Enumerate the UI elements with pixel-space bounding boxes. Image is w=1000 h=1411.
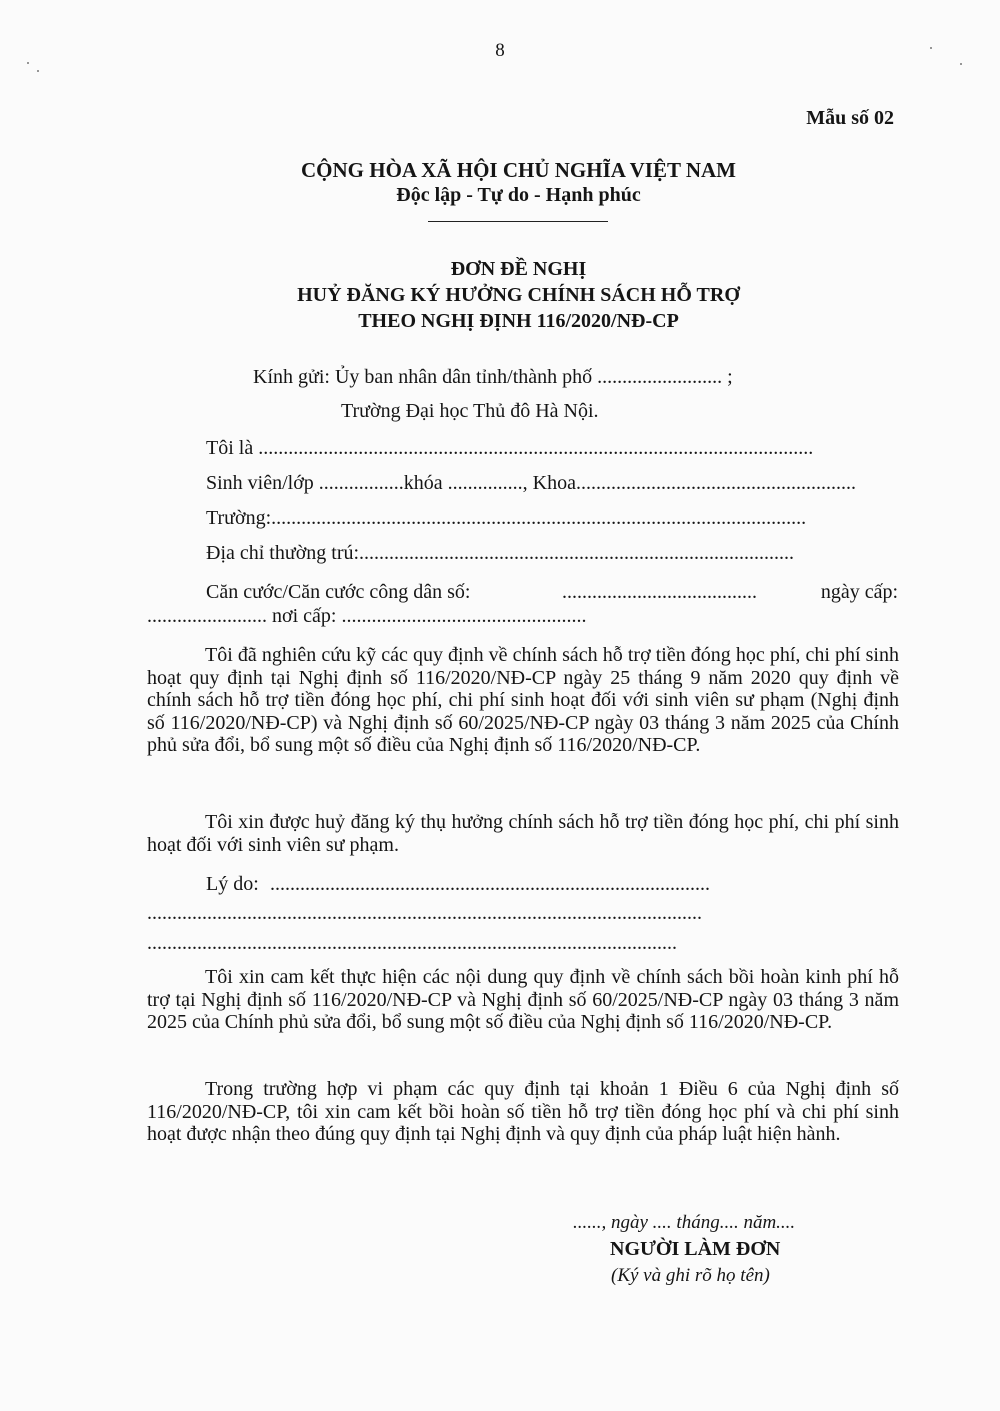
- signature-date-line: ......, ngày .... tháng.... năm....: [573, 1212, 796, 1233]
- header-divider: [428, 221, 608, 222]
- form-title-line3: THEO NGHỊ ĐỊNH 116/2020/NĐ-CP: [358, 310, 679, 332]
- reason-field-line2[interactable]: ...............................................................................................................: [147, 902, 702, 924]
- scan-speck: [37, 70, 39, 72]
- page-number: 8: [495, 40, 505, 61]
- id-number-label: Căn cước/Căn cước công dân số:: [206, 581, 471, 603]
- commitment-paragraph-1: Tôi đã nghiên cứu kỹ các quy định về chính sách hỗ trợ tiền đóng học phí, chi phí sinh hoạt quy định tại Nghị định số 116/2020/NĐ-CP ngày 25 tháng 9 năm 2020 quy định về chính sách hỗ trợ tiền đóng học phí, chi phí sinh hoạt đối với sinh viên sư phạm (Nghị định số 116/2020/NĐ-CP) và Nghị định số 60/2025/NĐ-CP ngày 03 tháng 3 năm 2025 của Chính phủ sửa đổi, bổ sung một số điều của Nghị định số 116/2020/NĐ-CP.: [147, 644, 899, 757]
- form-title-line1: ĐƠN ĐỀ NGHỊ: [450, 258, 587, 280]
- address-field[interactable]: Địa chỉ thường trú:.......................................................................................: [206, 542, 795, 564]
- id-number-field[interactable]: .......................................: [562, 581, 757, 603]
- form-title-line2: HUỶ ĐĂNG KÝ HƯỞNG CHÍNH SÁCH HỖ TRỢ: [297, 284, 740, 306]
- issue-date-label: ngày cấp:: [820, 581, 898, 603]
- reason-label: Lý do:: [206, 873, 259, 895]
- reason-field-line1[interactable]: ........................................................................................: [270, 873, 710, 895]
- student-class-field[interactable]: Sinh viên/lớp .................khóa ..............., Khoa........................................................: [206, 472, 856, 494]
- country-name: CỘNG HÒA XÃ HỘI CHỦ NGHĨA VIỆT NAM: [300, 158, 737, 182]
- scan-speck: [960, 63, 962, 65]
- signer-title: NGƯỜI LÀM ĐƠN: [610, 1238, 781, 1260]
- form-code: Mẫu số 02: [806, 107, 894, 129]
- reason-field-line3[interactable]: ..........................................................................................................: [147, 932, 677, 954]
- issue-place-field[interactable]: ........................ nơi cấp: .................................................: [147, 605, 587, 627]
- national-motto: Độc lập - Tự do - Hạnh phúc: [396, 184, 641, 206]
- addressee-line1: Kính gửi: Ủy ban nhân dân tỉnh/thành phố ......................... ;: [253, 366, 733, 388]
- addressee-line2: Trường Đại học Thủ đô Hà Nội.: [341, 400, 599, 422]
- violation-paragraph: Trong trường hợp vi phạm các quy định tại khoản 1 Điều 6 của Nghị định số 116/2020/NĐ-CP, tôi xin cam kết bồi hoàn số tiền hỗ trợ tiền đóng học phí và chi phí sinh hoạt được nhận theo đúng quy định tại Nghị định và quy định của pháp luật hiện hành.: [147, 1078, 899, 1146]
- scan-speck: [27, 62, 29, 64]
- signature-note: (Ký và ghi rõ họ tên): [611, 1265, 770, 1286]
- cancel-request-paragraph: Tôi xin được huỷ đăng ký thụ hưởng chính sách hỗ trợ tiền đóng học phí, chi phí sinh hoạt đối với sinh viên sư phạm.: [147, 811, 899, 856]
- refund-commitment-paragraph: Tôi xin cam kết thực hiện các nội dung quy định về chính sách bồi hoàn kinh phí hỗ trợ tại Nghị định số 116/2020/NĐ-CP và Nghị định số 60/2025/NĐ-CP ngày 03 tháng 3 năm 2025 của Chính phủ sửa đổi, bổ sung một số điều của Nghị định số 116/2020/NĐ-CP.: [147, 966, 899, 1034]
- school-field[interactable]: Trường:...........................................................................................................: [206, 507, 807, 529]
- name-field[interactable]: Tôi là ...............................................................................................................: [206, 437, 814, 459]
